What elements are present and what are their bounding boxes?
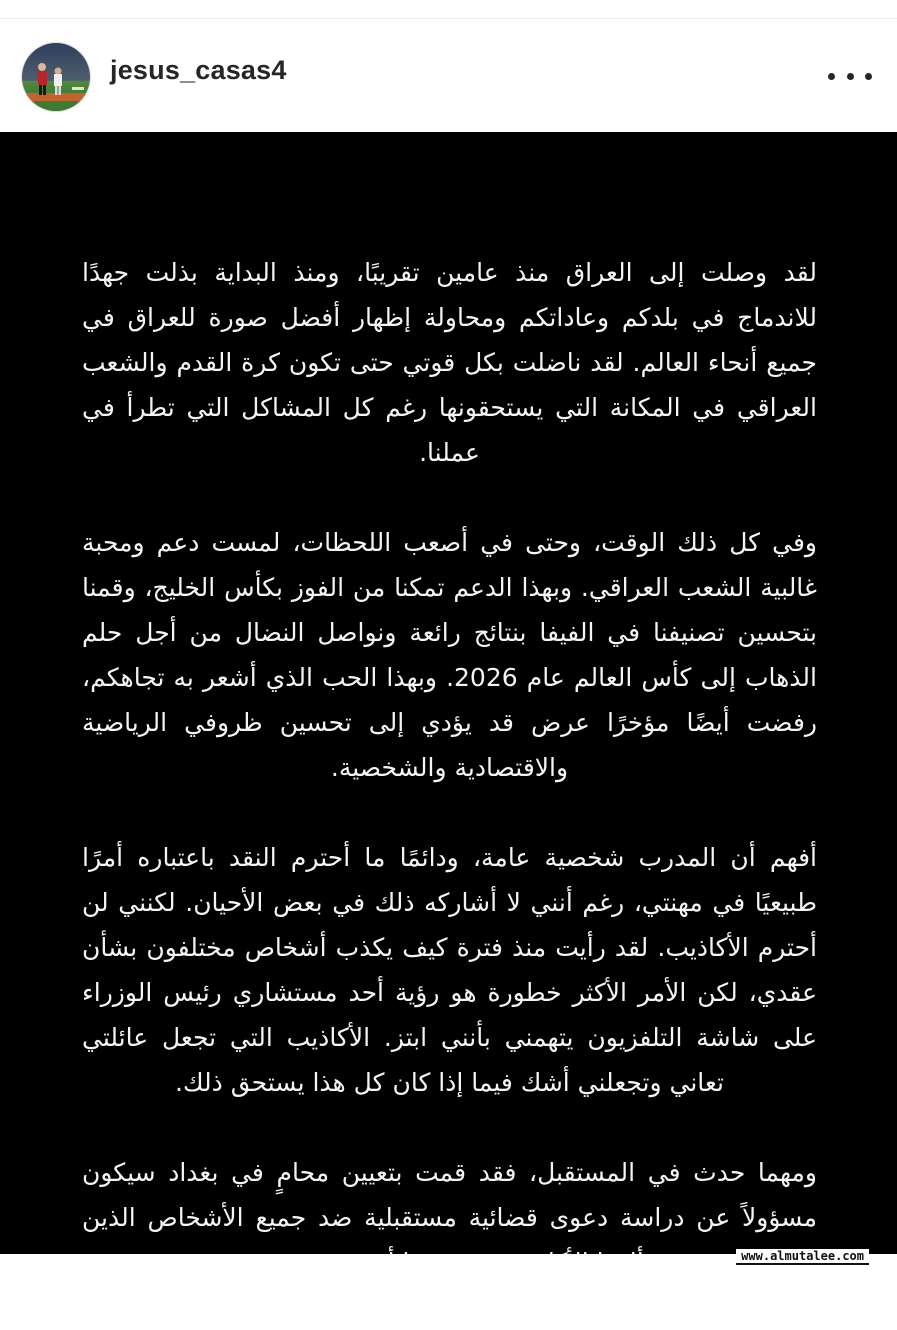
post-image xyxy=(0,132,897,1254)
post-header xyxy=(0,19,897,132)
dot-icon xyxy=(847,73,854,80)
avatar[interactable] xyxy=(22,43,90,111)
paragraph-3: أفهم أن المدرب شخصية عامة، ودائمًا ما أحترم النقد باعتباره أمرًا طبيعيًا في مهنتي، رغم أنني لا أشاركه ذلك في بعض الأحيان. لكنني لن أحترم الأكاذيب. لقد رأيت منذ فترة كيف يكذب أشخاص مختلفون بشأن عقدي، لكن الأمر الأكثر خطورة هو رؤية أحد مستشاري رئيس الوزراء على شاشة التلفزيون يتهمني بأنني ابتز. الأكاذيب التي تجعل عائلتي تعاني وتجعلني أشك فيما إذا كان كل هذا يستحق ذلك. xyxy=(82,843,817,1097)
paragraph-2: وفي كل ذلك الوقت، وحتى في أصعب اللحظات، لمست دعم ومحبة غالبية الشعب العراقي. وبهذا الدعم تمكنا من الفوز بكأس الخليج، وقمنا بتحسين تصنيفنا في الفيفا بنتائج رائعة ونواصل النضال من أجل حلم الذهاب إلى كأس العالم عام 2026. وبهذا الحب الذي أشعر به تجاهكم، رفضت أيضًا مؤخرًا عرض قد يؤدي إلى تحسين ظروفي الرياضية والاقتصادية والشخصية. xyxy=(82,528,817,782)
watermark: www.almutalee.com xyxy=(736,1249,869,1265)
avatar-photo-icon xyxy=(22,43,90,111)
statement-text xyxy=(82,250,817,1330)
paragraph-1: لقد وصلت إلى العراق منذ عامين تقريبًا، ومنذ البداية بذلت جهدًا للاندماج في بلدكم وعاداتكم ومحاولة إظهار أفضل صورة للعراق في جميع أنحاء العالم. لقد ناضلت بكل قوتي حتى تكون كرة القدم والشعب العراقي في المكانة التي يستحقونها رغم كل المشاكل التي تطرأ في عملنا. xyxy=(82,258,817,467)
paragraph-4: ومهما حدث في المستقبل، فقد قمت بتعيين محامٍ في بغداد سيكون مسؤولاً عن دراسة دعوى قضائية مستقبلية ضد جميع الأشخاص الذين xyxy=(82,1158,817,1232)
username[interactable]: jesus_casas4 xyxy=(110,55,287,85)
top-bar xyxy=(0,0,897,19)
dot-icon xyxy=(828,73,835,80)
more-options-icon[interactable] xyxy=(828,61,872,91)
dot-icon xyxy=(865,73,872,80)
